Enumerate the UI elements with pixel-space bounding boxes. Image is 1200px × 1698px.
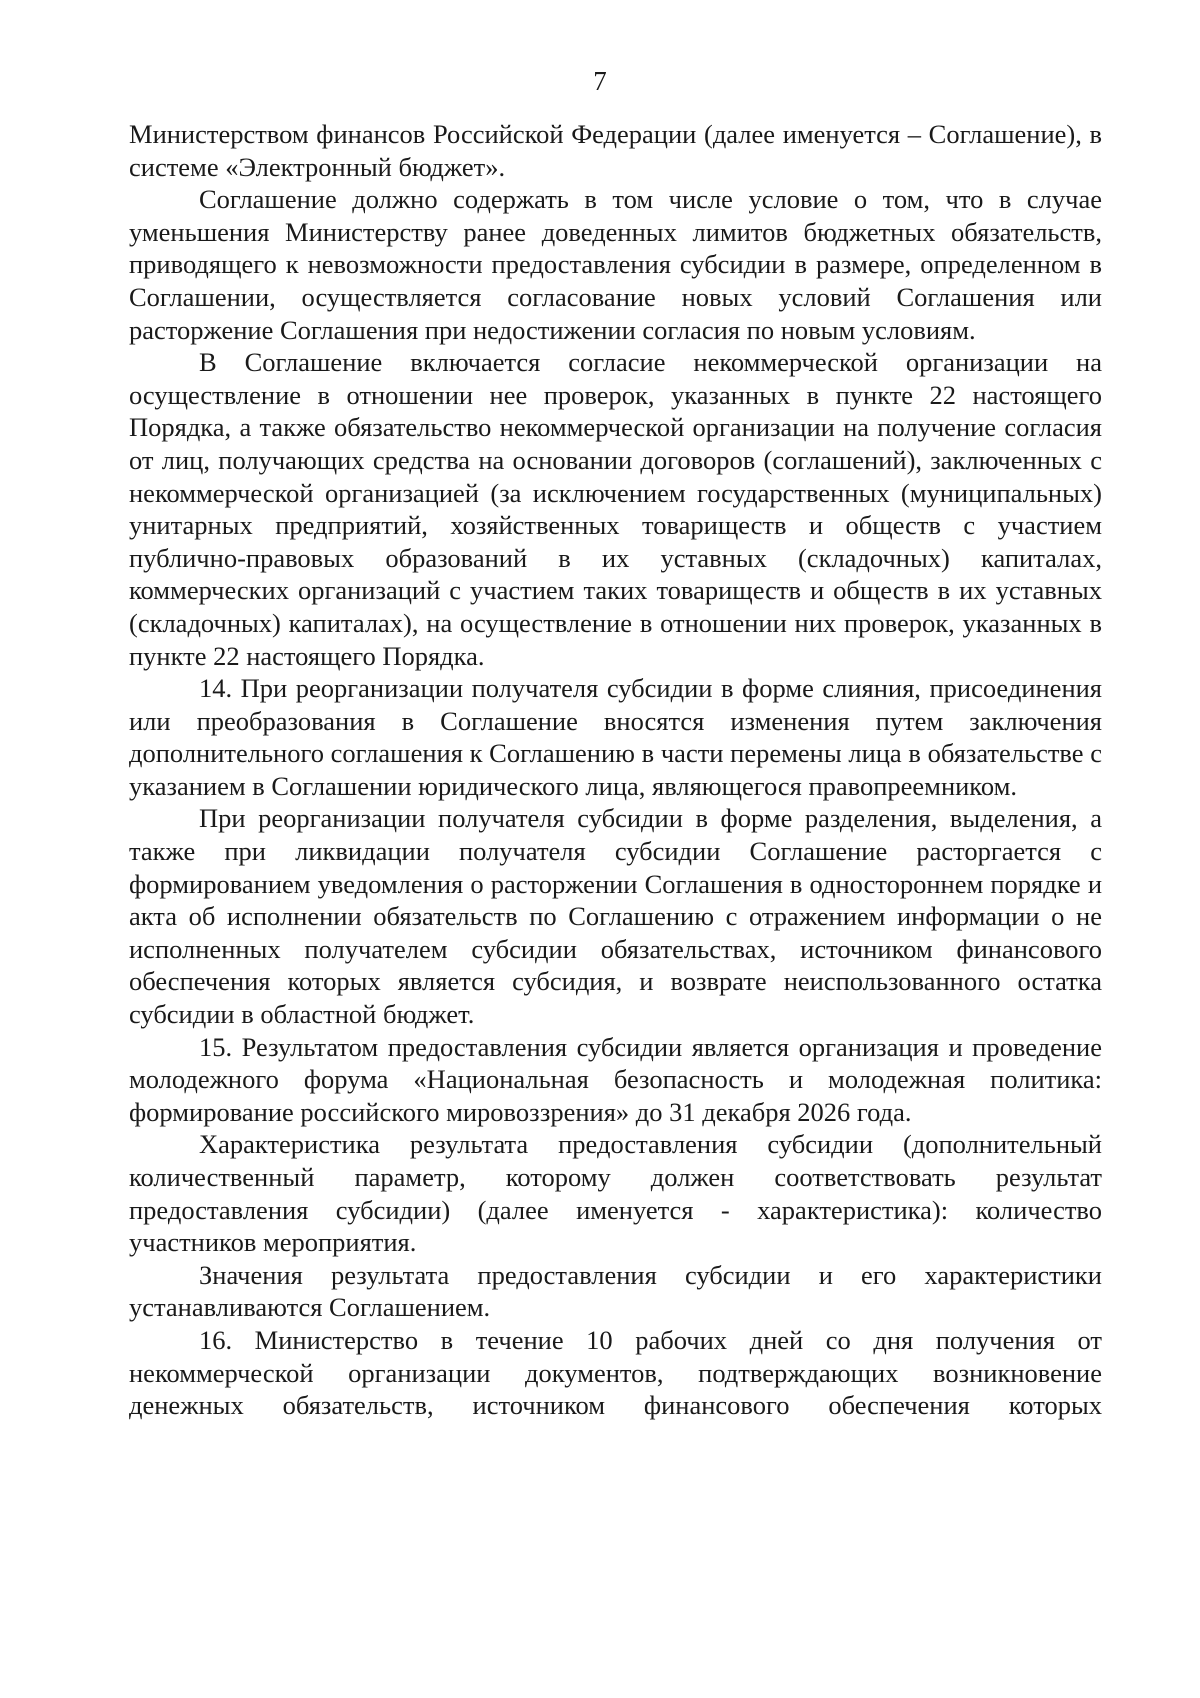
paragraph-agreement-definition: Министерством финансов Российской Федерации (далее именуется – Соглашение), в системе «Электронный бюджет». <box>129 119 1102 182</box>
paragraph-agreement-conditions: Соглашение должно содержать в том числе условие о том, что в случае уменьшения Министерству ранее доведенных лимитов бюджетных обязательств, приводящего к невозможности предоставления субсидии в размере, определенном в Соглашении, осуществляется согласование новых условий Соглашения или расторжение Соглашения при недостижении согласия по новым условиям. <box>129 184 1102 345</box>
paragraph-14-reorganization: 14. При реорганизации получателя субсидии в форме слияния, присоединения или преобразования в Соглашение вносятся изменения путем заключения дополнительного соглашения к Соглашению в части перемены лица в обязательстве с указанием в Соглашении юридического лица, являющегося правопреемником. <box>129 673 1102 801</box>
paragraph-result-values: Значения результата предоставления субсидии и его характеристики устанавливаются Соглашением. <box>129 1259 1102 1323</box>
paragraph-reorganization-termination: При реорганизации получателя субсидии в форме разделения, выделения, а также при ликвидации получателя субсидии Соглашение расторгается с формированием уведомления о расторжении Соглашения в одностороннем порядке и акта об исполнении обязательств по Соглашению с отражением информации о не исполненных получателем субсидии обязательствах, источником финансового обеспечения которых является субсидия, и возврате неиспользованного остатка субсидии в областной бюджет. <box>129 803 1102 1030</box>
page-number: 7 <box>593 66 607 96</box>
document-body <box>129 118 1102 1422</box>
paragraph-15-result: 15. Результатом предоставления субсидии является организация и проведение молодежного форума «Национальная безопасность и молодежная политика: формирование российского мировоззрения» до 31 декабря 2026 года. <box>129 1031 1102 1127</box>
paragraph-inspection-consent: В Соглашение включается согласие некоммерческой организации на осуществление в отношении нее проверок, указанных в пункте 22 настоящего Порядка, а также обязательство некоммерческой организации на получение согласия от лиц, получающих средства на основании договоров (соглашений), заключенных с некоммерческой организацией (за исключением государственных (муниципальных) унитарных предприятий, хозяйственных товариществ и обществ с участием публично-правовых образований в их уставных (складочных) капиталах, коммерческих организаций с участием таких товариществ и обществ в их уставных (складочных) капиталах), на осуществление в отношении них проверок, указанных в пункте 22 настоящего Порядка. <box>129 347 1102 671</box>
paragraph-16-ministry: 16. Министерство в течение 10 рабочих дней со дня получения от некоммерческой организации документов, подтверждающих возникновение денежных обязательств, источником финансового обеспечения которых <box>129 1324 1102 1421</box>
paragraph-result-characteristic: Характеристика результата предоставления субсидии (дополнительный количественный параметр, которому должен соответствовать результат предоставления субсидии) (далее именуется - характеристика): количество участников мероприятия. <box>129 1129 1102 1258</box>
